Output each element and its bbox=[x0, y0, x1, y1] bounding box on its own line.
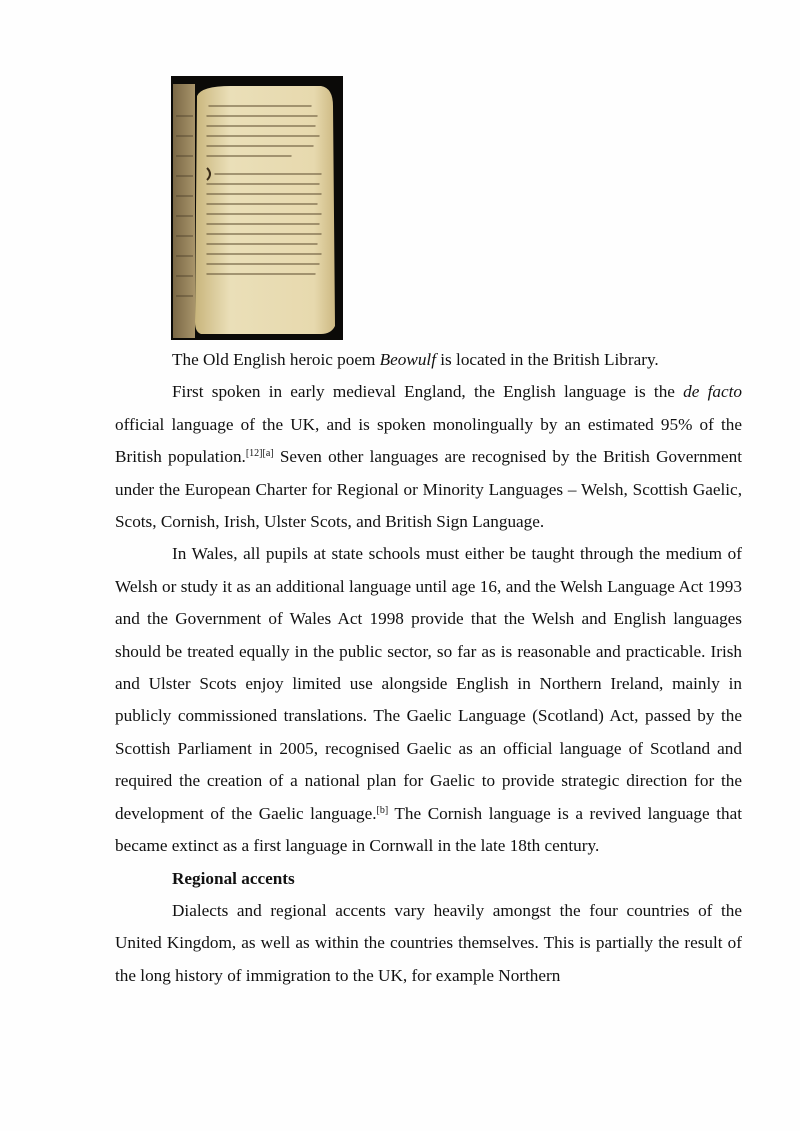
caption-title: Beowulf bbox=[379, 350, 436, 369]
manuscript-page-image bbox=[171, 76, 343, 340]
paragraph-wales-language: In Wales, all pupils at state schools must either be taught through the medium of Welsh or study it as an additional language until age 16, and the Welsh Language Act 1993 and the Government of Wales Act 1998 provide that the Welsh and English languages should be treated equally in the public sector, so far as is reasonable and practicable. Irish and Ulster Scots enjoy limited use alongside English in Northern Ireland, mainly in publicly commissioned translations. The Gaelic Language (Scotland) Act, passed by the Scottish Parliament in 2005, recognised Gaelic as an official language of Scotland and required the creation of a national plan for Gaelic to provide strategic direction for the development of the Gaelic language.[b] The Cornish language is a revived language that became extinct as a first language in Cornwall in the late 18th century. bbox=[115, 544, 742, 856]
section-heading: Regional accents bbox=[172, 868, 295, 888]
reference-link[interactable]: [12][a] bbox=[245, 448, 274, 460]
paragraph-regional-accents: Dialects and regional accents vary heavily amongst the four countries of the United Kingdom, as well as within the countries themselves. This is partially the result of the long history of immigration to the UK, for example Northern bbox=[115, 900, 742, 985]
manuscript-illustration bbox=[171, 76, 343, 340]
article-body bbox=[115, 344, 742, 992]
paragraph-english-language: First spoken in early medieval England, the English language is the de facto official language of the UK, and is spoken monolingually by an estimated 95% of the British population.[12][a] Seven other languages are recognised by the British Government under the European Charter for Regional or Minority Languages – Welsh, Scottish Gaelic, Scots, Cornish, Irish, Ulster Scots, and British Sign Language. bbox=[115, 382, 743, 532]
figure-caption: The Old English heroic poem Beowulf is located in the British Library. bbox=[172, 350, 659, 369]
reference-link[interactable]: [b] bbox=[376, 804, 389, 816]
